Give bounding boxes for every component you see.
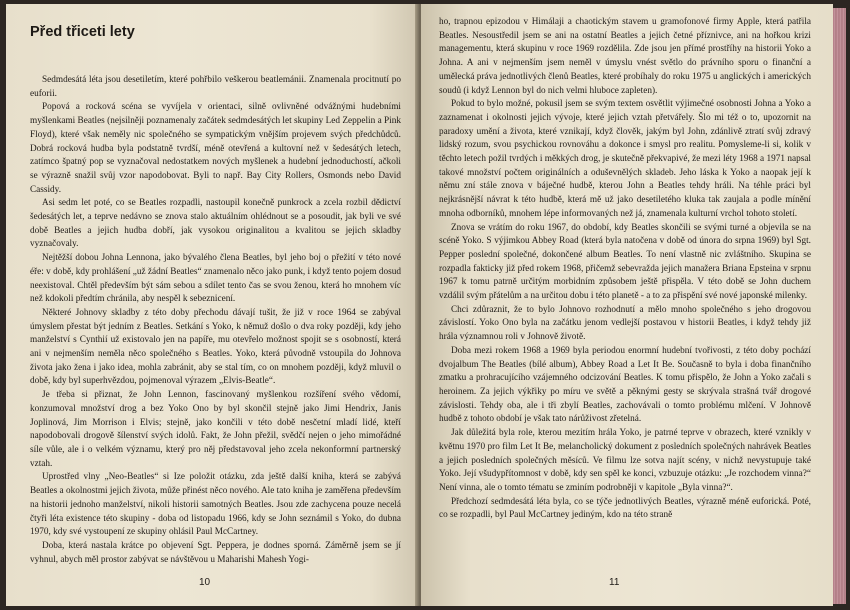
right-page-text <box>439 16 811 523</box>
paragraph: Doba, která nastala krátce po objevení Sgt. Peppera, je dodnes sporná. Záměrně jsem se jí vyhnul, abych měl prostor zabývat se návštěvou u Maharishi Mahesh Yogi- <box>30 540 401 565</box>
page-edges <box>833 8 846 604</box>
paragraph: Chci zdůraznit, že to bylo Johnovo rozhodnutí a mělo mnoho společného s jeho drogovou závislostí. Yoko Ono byla na začátku jenom vedlejší postavou v historii Beatles, i když tehdy již hrála významnou roli v Johnově životě. <box>439 304 811 343</box>
left-page-text <box>30 74 401 567</box>
paragraph: Je třeba si přiznat, že John Lennon, fascinovaný myšlenkou rozšíření svého vědomí, konzumoval množství drog a bez Yoko Ono by byl skončil stejně jako Jimi Hendrix, Janis Joplinová, Jim Morrison i Elvis; stejně, jako končili v této době nesčetní mladí lidé, kteří napodobovali drogově šílenství svých idolů. Fakt, že John přežil, svědčí nejen o jeho mimořádné síle vůle, ale i o velkém významu, který pro něj představoval jeho zcela nekonformní partnerský vztah. <box>30 390 401 469</box>
paragraph: Pokud to bylo možné, pokusil jsem se svým textem osvětlit výjimečné osobnosti Johna a Yoko a zaznamenat i okolnosti jejich vývoje, které jejich vztah přetvářely. Šlo mi též o to, upozornit na paradoxy umění a života, které vznikají, když člověk, jakým byl John, zdánlivě ztratí svůj zdravý lidský rozum, svou psychickou rovnováhu a dokonce i smysl pro realitu. Pomysleme-li si, kolik v těchto letech požil tvrdých i měkkých drog, je skutečně překvapivé, že mezi léty 1968 a 1971 napsal takové množství počtem originálních a oduševnělých skladeb. Jeho láska k Yoko a naopak její k němu zní stále znova v báječné hudbě, kterou John a Beatles tehdy hráli. Na téhle práci byl nejkrásnější návrat k této hudbě, která mě už jako desetiletého kluka tak zaujala a podle mínění mnoha odborníků, mnohem lépe informovaných než já, znamenala kulturní vrchol tohoto století. <box>439 99 811 219</box>
paragraph: Asi sedm let poté, co se Beatles rozpadli, nastoupil konečně punkrock a zcela rozbil dědictví šedesátých let, a teprve nedávno se znova stalo aktuálním ohlédnout se a posoudit, jak byli ve své době Beatles a jejich hudba dobří, jak vysokou originalitou a kvalitou se jejich skladby vyznačovaly. <box>30 198 401 250</box>
paragraph: Uprostřed vlny „Neo-Beatles“ si Ize položit otázku, zda ještě další kniha, která se zabývá Beatles a okolnostmi jejich života, může přinést něco nového. Ale tato kniha je zaměřena především na historii jednoho manželství, nikoli historii samotných Beatles. Jsou zde zachycena pouze necelá čtyři léta existence této skupiny - doba od listopadu 1966, kdy se John seznámil s Yoko, do dubna 1970, kdy své vystoupení ze skupiny ohlásil Paul McCartney. <box>30 472 401 538</box>
page-number: 10 <box>199 577 211 588</box>
paragraph: Některé Johnovy skladby z této doby přechodu dávají tušit, že již v roce 1964 se zabýval úmyslem přestat být jedním z Beatles. Setkání s Yoko, k němuž došlo o dva roky později, kdy jeho manželství s Cynthií už existovalo jen na papíře, mu otevřelo možnost spojit se s osobností, která ani v nejmenším neměla něco společného s Beatles. Yoko, která původně vstoupila do Johnova života jako žena i jako idea, mohla zabránit, aby se stal tím, co on mnohem později, když mluvil o době, kdy byl superhvězdou, pojmenoval výrazem „Elvis-Beatle“. <box>30 307 401 387</box>
chapter-title: Před třiceti lety <box>30 24 135 40</box>
paragraph: Popová a rocková scéna se vyvíjela v orientaci, silně ovlivněné odvážnými hudebními myšlenkami Beatles (nejsilněji poznamenaly začátek sedmdesátých let skupiny Led Zeppelin a Pink Floyd), které však neměly nic společného se sympatickým vnějším projevem svých předchůdců. Dobrá rocková hudba byla podstatně tvrdší, méně otevřená a kultovní než v šedesátých letech, zatímco špatný pop se vyznačoval nedostatkem nových myšlenek a hudební jednoduchostí, ačkoli se výrazně snažil svůj vzor napodobovat. Byli to např. Bay City Rollers, Osmonds nebo David Cassidy. <box>30 102 401 195</box>
paragraph: Předchozí sedmdesátá léta byla, co se týče jednotlivých Beatles, výrazně méně euforická. Poté, co se rozpadli, byl Paul McCartney jediným, kdo na této straně <box>439 496 811 521</box>
right-page <box>421 4 833 606</box>
paragraph: Nejtěžší dobou Johna Lennona, jako bývalého člena Beatles, byl jeho boj o přežití v této nové éře: v době, kdy prohlášení „už žádní Beatles“ znamenalo něco jako punk, i když tento pojem dosud neexistoval. Chtěl především být sám sebou a sdílet tento čas se svou ženou, která ho mnohem víc než kdokoli předtím chránila, aby nespěl k sebeznicení. <box>30 253 401 305</box>
left-page <box>6 4 419 606</box>
paragraph: Znova se vrátím do roku 1967, do období, kdy Beatles skončili se svými turné a objevila se na scéně Yoko. S výjimkou Abbey Road (která byla natočena v době od února do srpna 1969) byl Sgt. Pepper poslední společné, dokončené album Beatles. To není vlastně nic zvláštního. Skupina se rozpadla fakticky již před rokem 1968, přičemž sebevražda jejich manažera Briana Epsteina v srpnu 1967 k tomu patrně určitým morbidním způsobem ještě přispěla. V této době se John duchem vzdálil svým přátelům a na určitou dobu i této planetě - a to za přispění své nové japonské milenky. <box>439 222 811 302</box>
paragraph: ho, trapnou epizodou v Himálaji a chaotickým stavem u gramofonové firmy Apple, která patřila Beatles. Nesoustředil jsem se ani na ostatní Beatles a jejich četné příznivce, ani na hořkou krizi managementu, která skupinu v roce 1969 rozdělila. Zde jsou jen přímé prostříhy na historii Yoko a Johna. A ani v nejmenším jsem neměl v úmyslu vnést světlo do právního sporu o finanční a umělecká práva jednotlivých členů Beatles, které probíhaly do roku 1975 u anglických i amerických soudů (i když Lennon byl do nich velmi hluboce zapleten). <box>439 17 811 96</box>
paragraph: Doba mezi rokem 1968 a 1969 byla periodou enormní hudební tvořivosti, z této doby pochází dvojalbum The Beatles (bílé album), Abbey Road a Let It Be. Současně to byla i doba finančního zmatku a prohracujícího vzájemného odcizování Beatles. K tomu přispělo, že John a Yoko začali s heroinem. Za jejich výkřiky po míru ve světě a pěknými gesty se skrývala strašná tvář drogové závislosti. Tehdy oba, ale i tři zbylí Beatles, zachovávali o tomto problému mlčení. V Johnově hudbě z tohoto období je však tato nárůživost zřetelná. <box>439 345 811 425</box>
page-number: 11 <box>609 577 620 588</box>
paragraph: Jak důležitá byla role, kterou mezitím hrála Yoko, je patrné teprve v obrazech, které vznikly v květnu 1970 pro film Let It Be, melancholický dokument z posledních společných nahrávek Beatles a jejich posledních společných měsíců. Ve filmu lze sotva najít scény, v nichž nevystupuje také Yoko. Její všudypřítomnost v době, kdy sen spěl ke konci, vzbuzuje otázku: „Je rozchodem vinna?“ Není vinna, ale o tomto tématu se zminím podrobněji v kapitole „Byla vinna?“. <box>439 428 811 493</box>
paragraph: Sedmdesátá léta jsou desetiletím, které pohřbilo veškerou beatlemánii. Znamenala procitnutí po euforii. <box>30 75 401 99</box>
